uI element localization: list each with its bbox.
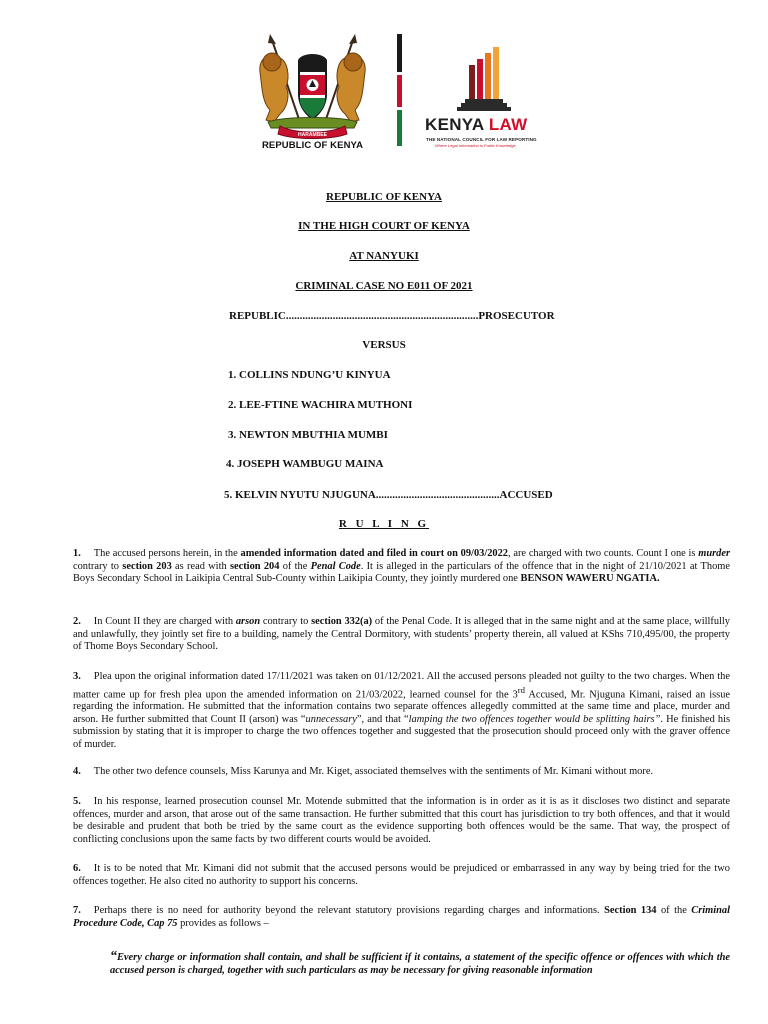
accused-1: 1. COLLINS NDUNG’U KINYUA (228, 369, 391, 381)
text: contrary to (73, 560, 123, 572)
bold-text: section 203 (122, 560, 172, 572)
italic-text: lamping the two offences together would be splitting hairs” (408, 713, 661, 725)
paragraph-6 (73, 863, 730, 888)
coat-of-arms-icon (250, 32, 375, 140)
text: of the Penal Code. It is alleged that in the same night and at the same place, willfully and unlawfully, they jointly set fire to a building, namely the Central Dormitory, with students’ property therein, all valued at KShs 710,495/00, the property of Thome Boys Secondary School. (73, 616, 731, 652)
paragraph-number: 5. (73, 796, 81, 807)
text: The other two defence counsels, Miss Karunya and Mr. Kiget, associated themselves with the sentiments of Mr. Kimani without more. (93, 766, 654, 777)
bold-italic-text: murder (698, 548, 730, 559)
superscript: rd (517, 684, 525, 695)
bold-text: section 204 (229, 560, 280, 572)
text: as read with (171, 560, 230, 572)
kenya-law-logo (425, 45, 555, 155)
accused-4: 4. JOSEPH WAMBUGU MAINA (226, 458, 384, 470)
text: ”, and that “ (356, 713, 409, 725)
quote-mark: “ (110, 949, 117, 964)
paragraph-4 (73, 766, 730, 779)
bold-text: section 332(a) (311, 616, 373, 627)
coat-of-arms-caption: REPUBLIC OF KENYA (261, 140, 364, 151)
text: , are charged with two counts. Count I one is (508, 548, 699, 559)
kenya-law-name-part2: LAW (488, 115, 528, 134)
text: The accused persons herein, in the (93, 548, 241, 559)
prosecutor-line: REPUBLIC......................................................................PROSECUTOR (229, 310, 555, 322)
text: contrary to (260, 616, 312, 627)
case-number-heading: CRIMINAL CASE NO E011 OF 2021 (295, 280, 473, 292)
court-heading: IN THE HIGH COURT OF KENYA (298, 220, 470, 232)
paragraph-number: 7. (73, 905, 81, 916)
coat-of-arms (250, 32, 375, 154)
bold-text: amended information dated and filed in court on 09/03/2022 (240, 548, 508, 559)
accused-3: 3. NEWTON MBUTHIA MUMBI (228, 429, 388, 441)
bold-text: Section 134 (604, 905, 657, 916)
location-heading: AT NANYUKI (349, 250, 419, 262)
paragraph-number: 4. (73, 766, 81, 777)
text: . He finished his submission by stating that it is improper to charge the two offences together and suggested that the prosecution should proceed only with the graver offence of murder. (73, 713, 731, 750)
ruling-title: R U L I N G (338, 518, 430, 530)
text: . It is alleged in the particulars of the offence that in the night of 21/10/2021 at Thome Boys Secondary School in Laikipia Central Sub-County within Laikipia County, they jointly murdered one (73, 560, 730, 584)
text: It is to be noted that Mr. Kimani did not submit that the accused persons would be prejudiced or embarrassed in any way by being tried for the two offences together. He also cited no authority to support his concerns. (73, 863, 730, 887)
paragraph-5 (73, 796, 730, 846)
text: Accused, Mr. Njuguna Kimani, raised an issue regarding the information. He submitted that the information contains two separate offences allegedly committed at the same time and place, murder and arson. He further submitted that Count II (arson) was “ (73, 688, 731, 725)
paragraph-7 (73, 905, 730, 930)
text: of the (279, 560, 311, 572)
paragraph-3 (73, 671, 730, 751)
bold-italic-text: arson (235, 616, 261, 627)
kenya-law-pillars-icon (425, 45, 555, 115)
bold-text: BENSON WAWERU NGATIA. (520, 573, 660, 584)
paragraph-1 (73, 548, 730, 586)
text: In his response, learned prosecution counsel Mr. Motende submitted that the information is in order as it is as it discloses two distinct and separate offences, murder and arson, that arose out of the same transaction. He further submitted that this court has jurisdiction to try both offences, and that it would be desirable and prudent that both be tried by the same court as the evidence supporting both offences would be the same. That way, the prospect of conflicting conclusions upon the same facts by two different courts would be avoided. (73, 796, 730, 845)
kenya-law-wordmark (425, 115, 528, 135)
flag-divider (397, 34, 402, 146)
paragraph-2 (73, 616, 730, 654)
coat-of-arms-motto: HARAMBEE (298, 132, 327, 138)
document-header (0, 30, 768, 155)
kenya-law-tagline: THE NATIONAL COUNCIL FOR LAW REPORTING (426, 137, 537, 142)
kenya-law-name-part1: KENYA (425, 115, 484, 134)
paragraph-number: 3. (73, 671, 81, 682)
quote-text: Every charge or information shall contain, and shall be sufficient if it contains, a statement of the specific offence or offences with which the accused person is charged, together with such particulars as may be necessary for giving reasonable information (110, 952, 730, 976)
bold-italic-text: Penal Code (310, 560, 361, 572)
text: Perhaps there is no need for authority beyond the relevant statutory provisions regarding charges and informations. (93, 905, 605, 916)
paragraph-number: 6. (73, 863, 81, 874)
paragraph-number: 1. (73, 548, 81, 559)
kenya-law-subtagline: Where Legal Information is Public Knowledge (435, 143, 516, 148)
text: provides as follows – (177, 917, 269, 929)
republic-heading: REPUBLIC OF KENYA (326, 191, 442, 203)
italic-text: unnecessary (305, 713, 357, 725)
text: Plea upon the original information dated 17/11/2021 was taken on 01/12/2021. All the accused persons pleaded not guilty to the two charges. When the matter came up for fresh plea upon the amended information on 21/03/2022, learned counsel for the 3 (73, 671, 730, 700)
versus-line: VERSUS (362, 339, 406, 351)
text: of the (656, 905, 692, 916)
accused-2: 2. LEE-FTINE WACHIRA MUTHONI (228, 399, 413, 411)
statutory-quote (110, 950, 730, 977)
accused-5: 5. KELVIN NYUTU NJUGUNA.............................................ACCUSED (224, 489, 553, 501)
paragraph-number: 2. (73, 616, 81, 627)
text: In Count II they are charged with (93, 616, 236, 627)
bold-italic-text: Criminal Procedure Code, Cap 75 (73, 905, 730, 929)
